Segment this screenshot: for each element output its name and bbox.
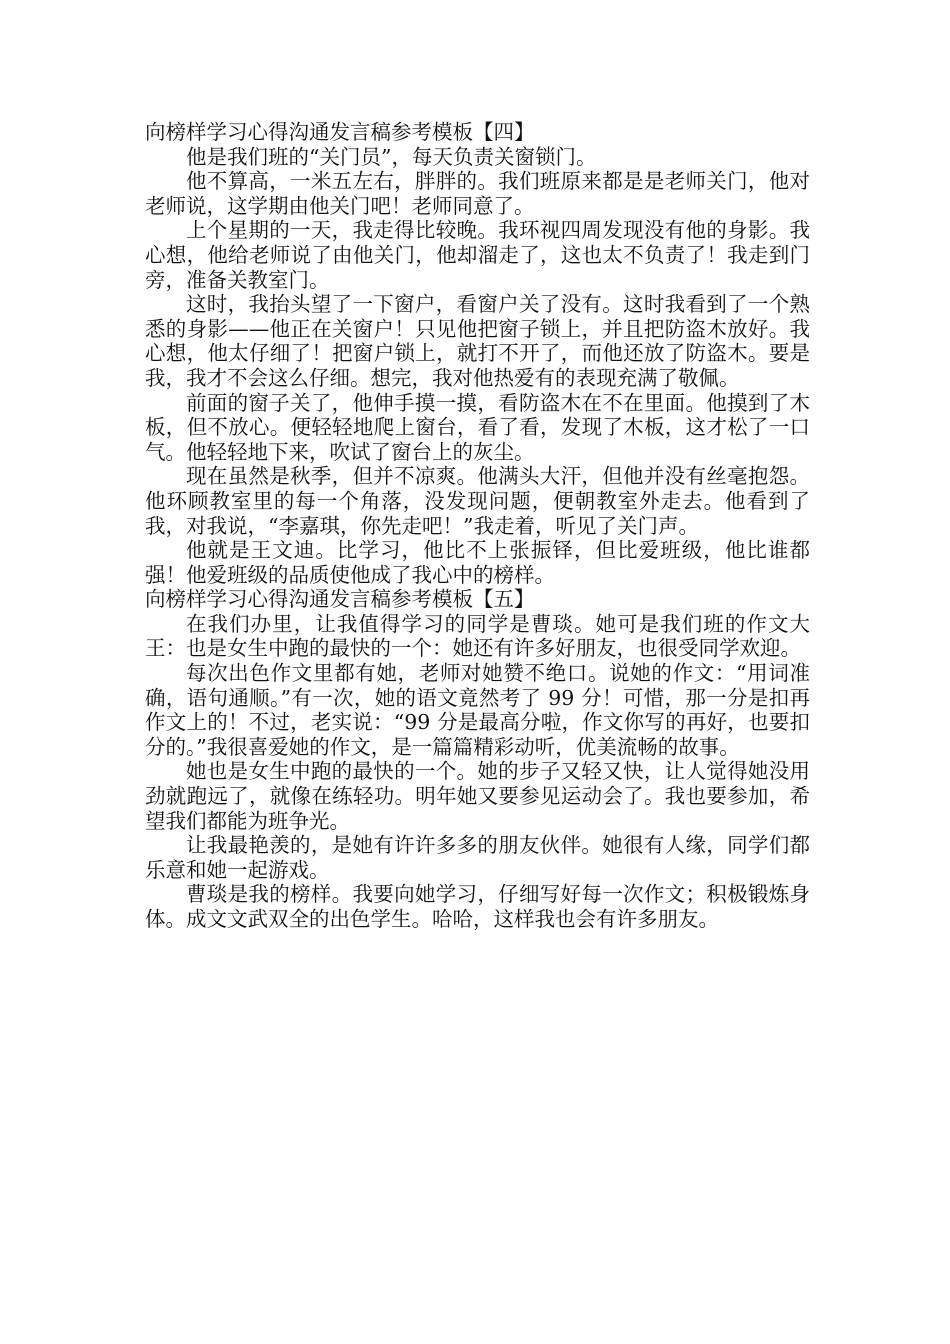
paragraph: 现在虽然是秋季，但并不凉爽。他满头大汗，但他并没有丝毫抱怨。他环顾教室里的每一个角落，没发现问题，便朝教室外走去。他看到了我，对我说，“李嘉琪，你先走吧！”我走着，听见了关门声。 <box>145 464 810 538</box>
paragraph: 他就是王文迪。比学习，他比不上张振铎，但比爱班级，他比谁都强！他爱班级的品质使他成了我心中的榜样。 <box>145 538 810 587</box>
document-body <box>145 120 810 932</box>
paragraph: 每次出色作文里都有她，老师对她赞不绝口。说她的作文：“用词准确，语句通顺。”有一次，她的语文竟然考了 99 分！可惜，那一分是扣再作文上的！不过，老实说：“99 分是最高分啦，作文你写的再好，也要扣分的。”我很喜爱她的作文，是一篇篇精彩动听，优美流畅的故事。 <box>145 661 810 759</box>
paragraph: 曹琰是我的榜样。我要向她学习，仔细写好每一次作文；积极锻炼身体。成文文武双全的出色学生。哈哈，这样我也会有许多朋友。 <box>145 882 810 931</box>
paragraph: 让我最艳羡的，是她有许许多多的朋友伙伴。她很有人缘，同学们都乐意和她一起游戏。 <box>145 833 810 882</box>
paragraph: 上个星期的一天，我走得比较晚。我环视四周发现没有他的身影。我心想，他给老师说了由他关门，他却溜走了，这也太不负责了！我走到门旁，准备关教室门。 <box>145 218 810 292</box>
section-heading-five: 向榜样学习心得沟通发言稿参考模板【五】 <box>145 587 535 612</box>
paragraph: 他不算高，一米五左右，胖胖的。我们班原来都是是老师关门，他对老师说，这学期由他关门吧！老师同意了。 <box>145 169 810 218</box>
paragraph: 她也是女生中跑的最快的一个。她的步子又轻又快，让人觉得她没用劲就跑远了，就像在练轻功。明年她又要参见运动会了。我也要参加，希望我们都能为班争光。 <box>145 759 810 833</box>
paragraph: 这时，我抬头望了一下窗户，看窗户关了没有。这时我看到了一个熟悉的身影——他正在关窗户！只见他把窗子锁上，并且把防盗木放好。我心想，他太仔细了！把窗户锁上，就打不开了，而他还放了防盗木。要是我，我才不会这么仔细。想完，我对他热爱有的表现充满了敬佩。 <box>145 292 810 390</box>
paragraph: 他是我们班的“关门员”，每天负责关窗锁门。 <box>186 144 597 169</box>
paragraph: 前面的窗子关了，他伸手摸一摸，看防盗木在不在里面。他摸到了木板，但不放心。便轻轻地爬上窗台，看了看，发现了木板，这才松了一口气。他轻轻地下来，吹试了窗台上的灰尘。 <box>145 390 810 464</box>
paragraph: 在我们办里，让我值得学习的同学是曹琰。她可是我们班的作文大王：也是女生中跑的最快的一个：她还有许多好朋友，也很受同学欢迎。 <box>145 611 810 661</box>
section-heading-four: 向榜样学习心得沟通发言稿参考模板【四】 <box>145 120 535 144</box>
